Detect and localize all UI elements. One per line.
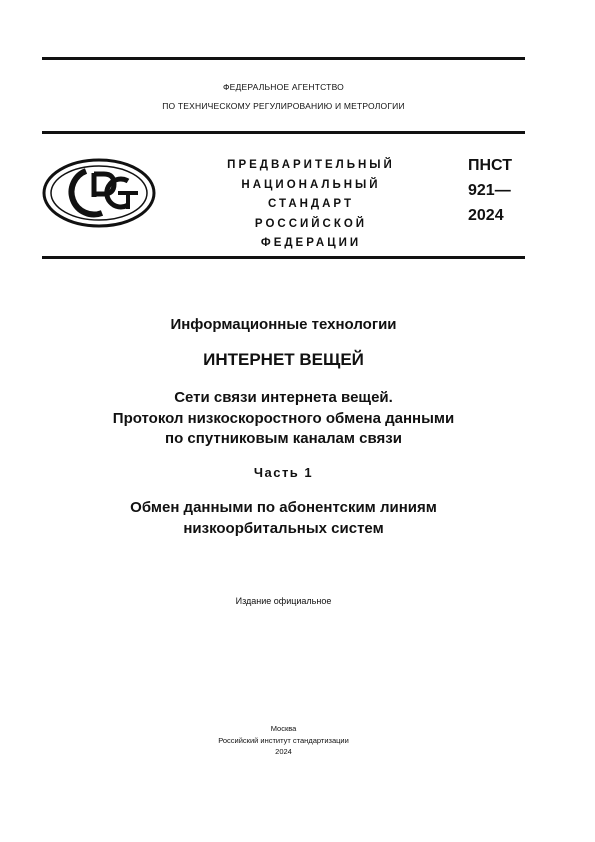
subtitle-line: Протокол низкоскоростного обмена данными bbox=[112, 409, 455, 427]
standard-code: ПНСТ bbox=[468, 157, 512, 174]
imprint-publisher: Российский институт стандартизации bbox=[218, 735, 349, 745]
standard-type bbox=[200, 156, 422, 254]
top-rule bbox=[42, 57, 525, 60]
gost-logo-icon bbox=[42, 157, 156, 229]
header-rule bbox=[42, 131, 525, 134]
document-part: Часть 1 bbox=[253, 465, 314, 480]
imprint bbox=[42, 723, 525, 758]
document-subtitle bbox=[42, 388, 525, 450]
imprint-city: Москва bbox=[270, 724, 297, 733]
imprint-year: 2024 bbox=[275, 747, 292, 756]
document-part-title bbox=[42, 498, 525, 539]
standard-number-value: 921— bbox=[468, 182, 511, 199]
subtitle-line: по спутниковым каналам связи bbox=[165, 430, 402, 447]
part-title-line: Обмен данными по абонентским линиям bbox=[130, 499, 437, 516]
standard-number bbox=[468, 153, 512, 228]
standard-year: 2024 bbox=[468, 207, 504, 224]
part-title-line: низкоорбитальных систем bbox=[183, 519, 384, 537]
document-category: Информационные технологии bbox=[170, 316, 397, 333]
edition-note: Издание официальное bbox=[235, 596, 332, 606]
standard-type-line: РОССИЙСКОЙ bbox=[254, 217, 368, 230]
agency-name-line2: ПО ТЕХНИЧЕСКОМУ РЕГУЛИРОВАНИЮ И МЕТРОЛОГИИ bbox=[162, 101, 405, 111]
standard-type-line: ФЕДЕРАЦИИ bbox=[260, 237, 362, 249]
subtitle-line: Сети связи интернета вещей. bbox=[174, 389, 393, 406]
title-rule bbox=[42, 256, 525, 259]
standard-type-line: НАЦИОНАЛЬНЫЙ bbox=[241, 178, 381, 191]
standard-type-line: СТАНДАРТ bbox=[268, 198, 354, 210]
standard-type-line: ПРЕДВАРИТЕЛЬНЫЙ bbox=[227, 159, 395, 171]
agency-name-line1: ФЕДЕРАЛЬНОЕ АГЕНТСТВО bbox=[223, 82, 344, 92]
document-main-title: ИНТЕРНЕТ ВЕЩЕЙ bbox=[203, 350, 364, 369]
